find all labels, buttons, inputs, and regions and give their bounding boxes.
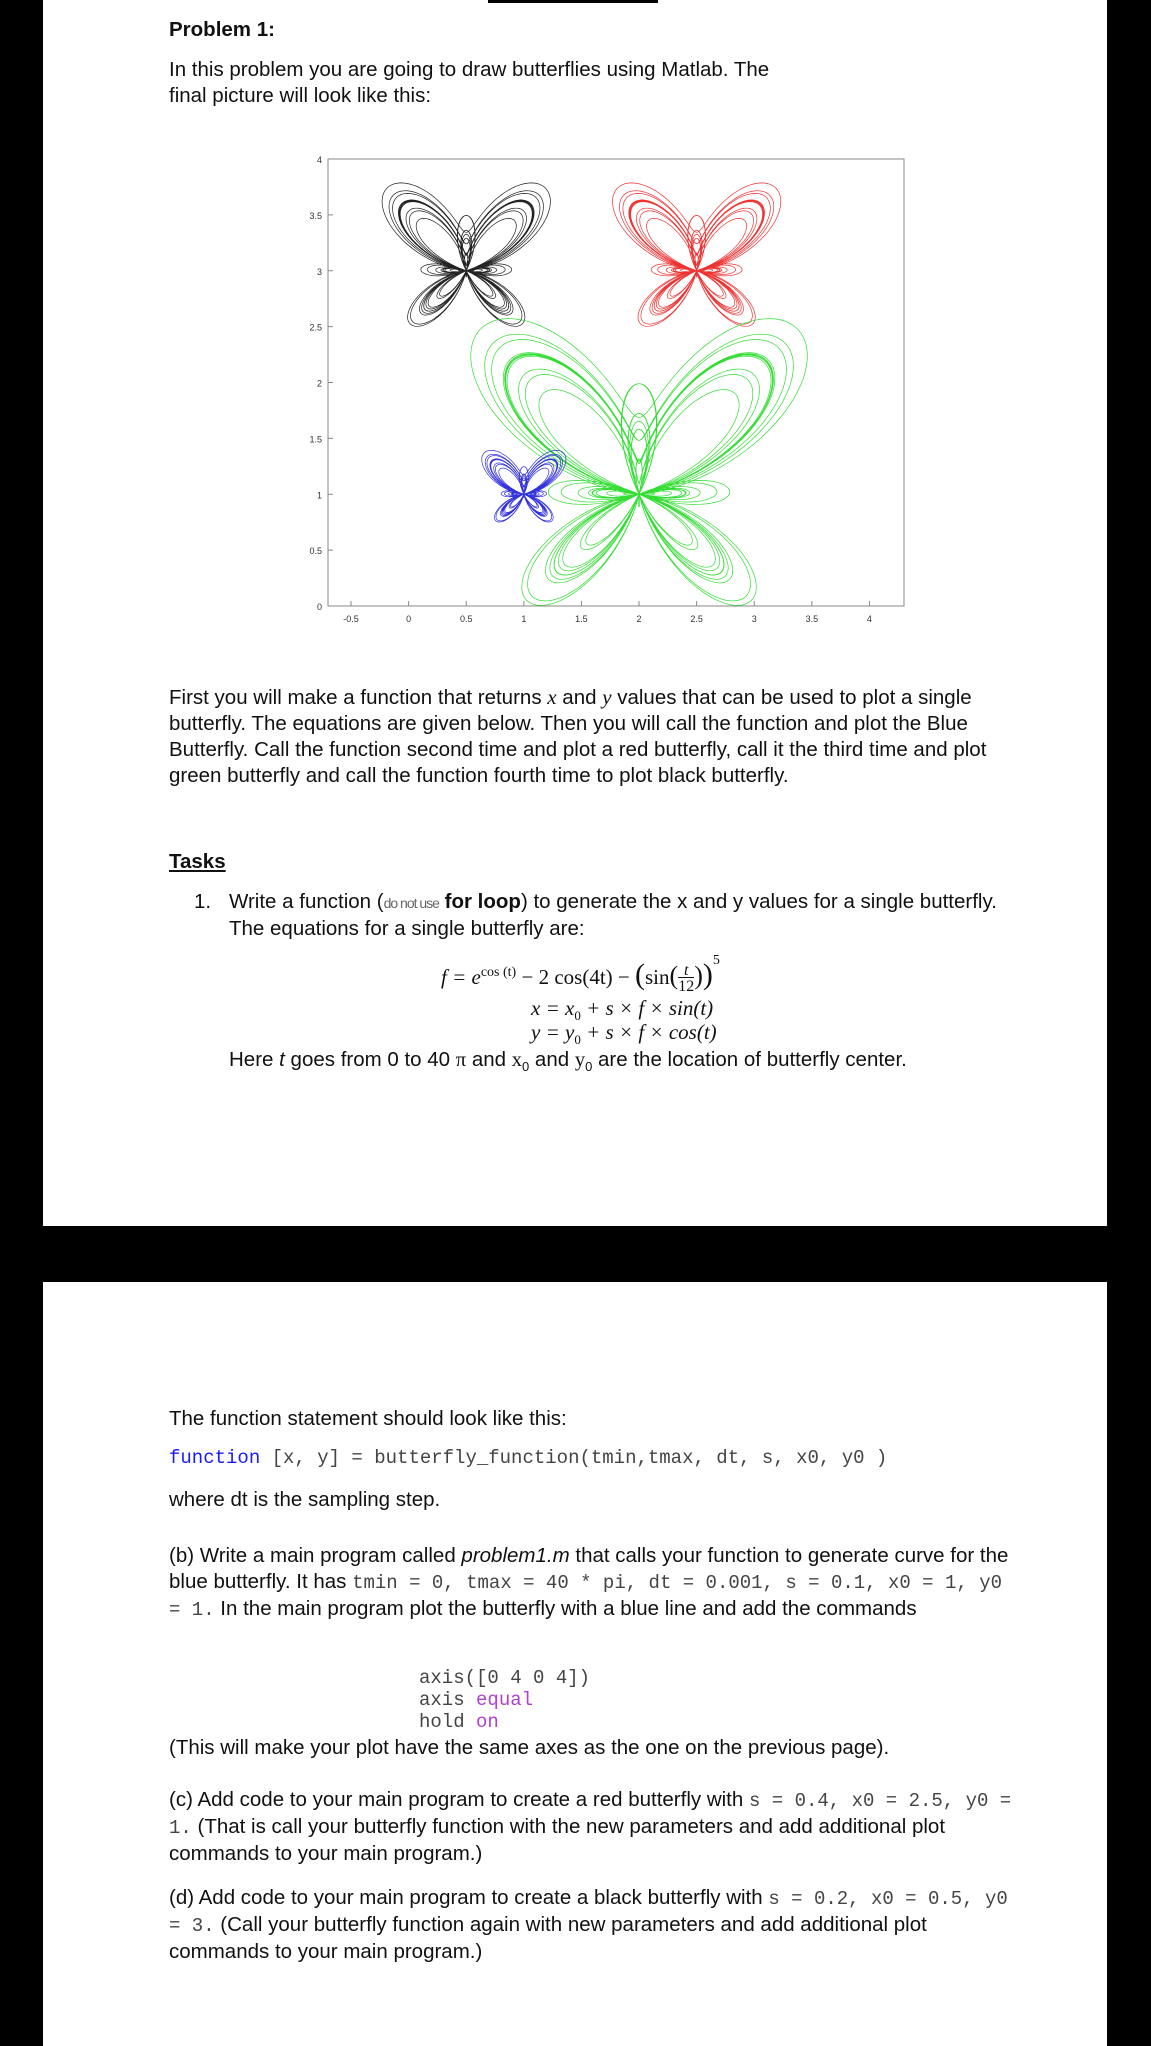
x-tick-label: 2.5 (690, 614, 703, 624)
x-tick-label: 4 (866, 614, 872, 624)
task-1-number: 1. (194, 890, 212, 913)
y-tick-label: 0.5 (309, 546, 322, 557)
x-tick-label: 1.5 (575, 614, 588, 624)
x-tick-label: -0.5 (343, 614, 359, 624)
after-code-text: (This will make your plot have the same axes as the one on the previous page). (169, 1736, 890, 1759)
document-page-1 (43, 0, 1107, 1226)
x-tick-label: 3.5 (805, 614, 819, 624)
here-t-text: Here t goes from 0 to 40 π and $x_0$ and $y_0$ are the location of butterfly center. (229, 1048, 907, 1075)
equation-f: $f = e^{cos (t)} - 2$ $\cos(4t) - (\sin(\frac{t}{12}))^5$ (441, 953, 720, 996)
y-tick-label: 3 (316, 266, 322, 277)
paragraph-1: First you will make a function that returns x and y values that can be used to plot a single butterfly. The equations are given below. Then you will call the function and plot the Blue Butterfly. Call the function second time and plot a red butterfly, call it the third time and plot green butterfly and call the function fourth time to plot black butterfly. (169, 685, 987, 787)
butterfly-chart (286, 153, 908, 633)
equation-y: $y = y_0 + s \times f \times \cos(t)$ (531, 1020, 717, 1048)
code-axis-range: axis([0 4 0 4]) (419, 1667, 591, 1689)
x-tick-label: 3 (751, 614, 757, 624)
intro-text: In this problem you are going to draw butterflies using Matlab. The final picture will look like this: (169, 58, 770, 107)
y-tick-label: 2 (316, 378, 322, 389)
where-dt-text: where dt is the sampling step. (169, 1488, 441, 1511)
equation-x: $x = x_0 + s \times f \times \sin(t)$ (531, 996, 714, 1024)
document-page-2 (43, 1282, 1107, 2046)
part-c-text: (c) Add code to your main program to create a red butterfly with s = 0.4, x0 = 2.5, y0 = 1. (That is call your butterfly function with the new parameters and add additional plot commands to your main program.) (169, 1788, 1012, 1865)
x-tick-label: 0 (406, 614, 412, 624)
part-d-text: (d) Add code to your main program to create a black butterfly with s = 0.2, x0 = 0.5, y0 = 3. (Call your butterfly function again with new parameters and add additional plot commands to your main program.) (169, 1886, 1008, 1963)
tasks-heading: Tasks (169, 850, 226, 873)
y-tick-label: 1.5 (309, 434, 322, 445)
function-statement-intro: The function statement should look like this: (169, 1407, 567, 1430)
x-tick-label: 2 (636, 614, 642, 624)
code-axis-equal: axis equal (419, 1689, 534, 1711)
x-tick-label: 0.5 (459, 614, 473, 624)
part-b-text: (b) Write a main program called problem1.m that calls your function to generate curve for the blue butterfly. It has tmin = 0, tmax = 40 * pi, dt = 0.001, s = 0.1, x0 = 1, y0 = 1. In the main program plot the butterfly with a blue line and add the commands (169, 1544, 1009, 1621)
task-1-text: Write a function (do not use for loop) to generate the x and y values for a single butterfly. The equations for a single butterfly are: (229, 890, 997, 940)
y-tick-label: 0 (316, 602, 322, 612)
code-hold-on: hold on (419, 1711, 499, 1733)
y-tick-label: 3.5 (309, 210, 322, 221)
y-tick-label: 4 (316, 155, 322, 165)
page-top-bar (488, 0, 658, 3)
x-tick-label: 1 (521, 614, 527, 624)
y-tick-label: 1 (316, 490, 322, 501)
problem-title: Problem 1: (169, 18, 275, 41)
function-signature: function [x, y] = butterfly_function(tmin,tmax, dt, s, x0, y0 ) (169, 1447, 888, 1469)
y-tick-label: 2.5 (309, 322, 322, 333)
